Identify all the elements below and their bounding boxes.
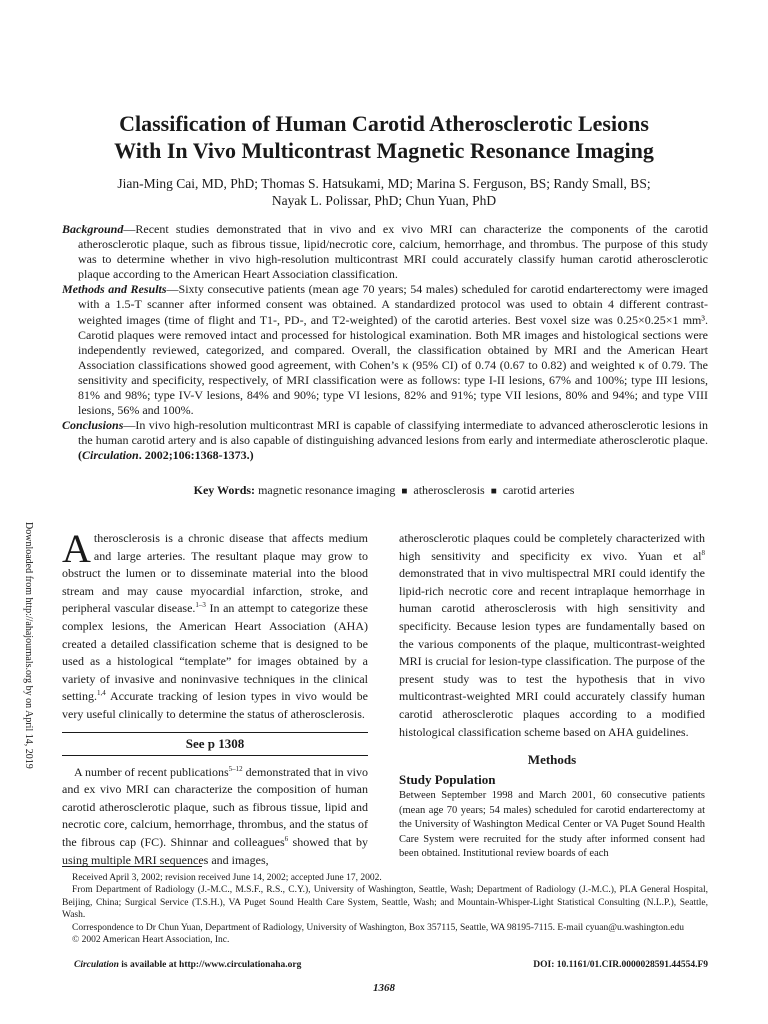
intro-paragraph-3: atherosclerotic plaques could be completely characterized with high sensitivity and specificity ex vivo. Yuan et $al^8$ demonstrated that in vivo multispectral MRI could identify the lipid-rich necrotic core and recent intraplaque hemorrhage in human carotid atherosclerosis with high sensitivity and specificity. Because lesion types are fundamentally based on the various components of the plaque, multicontrast-weighted MRI is crucial for lesion-type classification. The purpose of the present study was to test the hypothesis that in vivo multicontrast-weighted MRI could accurately classify human carotid atherosclerotic plaques according to a modified histological classification scheme based on AHA guidelines.	[399, 531, 705, 739]
footnote-affiliations: From Department of Radiology (J.-M.C., M.S.F., R.S., C.Y.), University of Washington, Seattle, Wash; Department of Radiology (J.-M.C.), PLA General Hospital, Beijing, China; Surgical Service (T.S.H.), VA Puget Sound Health Care System, Seattle, Wash; and Mountain-Whisper-Light Statistical Consulting (N.L.P.), Seattle, Wash.	[62, 885, 708, 921]
conclusions-heading: Conclusions	[62, 418, 124, 433]
key-words	[0, 483, 768, 498]
availability-url[interactable]: is available at http://www.circulationaha.org	[118, 960, 302, 970]
footnote-correspondence: Correspondence to Dr Chun Yuan, Department of Radiology, University of Washington, Box 357115, Seattle, WA 98195-7115. E-mail cyuan@u.washington.edu	[72, 922, 685, 933]
key-words-label: Key Words:	[193, 483, 256, 497]
reference-sup: 6	[284, 834, 289, 843]
keyword-3: carotid arteries	[502, 483, 575, 497]
article-title	[40, 110, 728, 164]
author-line-2: Nayak L. Polissar, PhD; Chun Yuan, PhD	[271, 193, 497, 208]
reference-sup: 1–3	[195, 601, 206, 610]
methods-results-text: —Sixty consecutive patients (mean age 70 years; 54 males) scheduled for carotid endarterectomy were imaged with a 1.5-T scanner after informed consent was obtained. A standardized protocol was used to obtain 4 different contrast-weighted images (time of flight and T1-, PD-, and T2-weighted) of the carotid arteries. Best voxel size was 0.25×0.25×1 mm³. Carotid plaques were removed intact and processed for histological examination. Both MR images and histological sections were independently reviewed, categorized, and compared. Overall, the classification obtained by MRI and the American Heart Association classifications showed good agreement, with Cohen’s κ (95% CI) of 0.74 (0.67 to 0.82) and weighted κ of 0.79. The sensitivity and specificity, respectively, of MRI classification were as follows: type I-II lesions, 67% and 100%; type III lesions, 81% and 98%; type IV-V lesions, 84% and 90%; type VI lesions, 82% and 91%; type VII lesions, 80% and 94%; and type VIII lesions, 56% and 100%.	[78, 282, 708, 418]
title-line-2: With In Vivo Multicontrast Magnetic Resonance Imaging	[114, 138, 654, 163]
study-population-text: Between September 1998 and March 2001, 60 consecutive patients (mean age 70 years; 54 males) scheduled for carotid endarterectomy at the University of Washington Medical Center or VA Puget Sound Health Care System were recruited for the study after informed consent had been obtained. Institutional review boards of each	[399, 790, 705, 860]
abstract	[62, 222, 708, 464]
abstract-background	[62, 222, 708, 282]
intro-paragraph-1: Atherosclerosis is a chronic disease that affects medium and large arteries. The resultant plaque may grow to obstruct the lumen or to disseminate material into the blood stream and may cause myocardial infarction, stroke, and peripheral vascular disease.$^{1-3}$ In an attempt to categorize these complex lesions, the American Heart Association (AHA) created a detailed classification scheme that is designed to be used as a histological “template” for images obtained by a variety of invasive and noninvasive techniques in the clinical setting.$^{1,4}$ Accurate tracking of lesion types in vivo would be very useful clinically to determine the status of atherosclerosis.	[62, 526, 368, 721]
journal-availability	[74, 960, 301, 970]
methods-results-heading: Methods and Results	[62, 282, 167, 297]
download-side-note: Downloaded from http://ahajournals.org by on April 14, 2019	[23, 522, 34, 769]
footnotes	[62, 872, 708, 946]
keyword-separator: ■	[401, 486, 408, 497]
see-page-box[interactable]: See p 1308	[62, 732, 368, 756]
body-column-left	[62, 526, 369, 869]
conclusions-text: —In vivo high-resolution multicontrast MRI is capable of classifying intermediate to advanced atherosclerotic lesions in the human carotid artery and is also capable of distinguishing advanced lesions from early and intermediate atherosclerotic plaque.	[78, 418, 708, 448]
keyword-1: magnetic resonance imaging	[258, 483, 396, 497]
methods-heading: Methods	[527, 752, 577, 768]
keyword-2: atherosclerosis	[413, 483, 485, 497]
abstract-methods	[62, 282, 708, 418]
citation-journal: Circulation	[82, 448, 139, 463]
availability-journal: Circulation	[74, 960, 119, 970]
intro-paragraph-2: A number of recent publications$^{5-12}$ demonstrated that in vivo and ex vivo MRI can characterize the composition of human carotid atherosclerotic plaque, such as fibrous tissue, lipid and necrotic core, calcium, hemorrhage, thrombus, and the status of the fibrous cap (FC). Shinnar and colleagues$^6$ showed that by using multiple MRI sequences and images,	[62, 764, 369, 867]
footnote-divider	[62, 866, 202, 867]
page-number: 1368	[373, 982, 395, 994]
keyword-separator: ■	[490, 486, 497, 497]
study-population-heading: Study Population	[399, 771, 496, 787]
reference-sup: 5–12	[228, 764, 243, 773]
body-column-right	[399, 530, 705, 862]
background-heading: Background	[62, 222, 124, 236]
author-line-1: Jian-Ming Cai, MD, PhD; Thomas S. Hatsukami, MD; Marina S. Ferguson, BS; Randy Small, BS;	[117, 176, 651, 191]
title-line-1: Classification of Human Carotid Atherosclerotic Lesions	[119, 111, 649, 136]
reference-sup: 8	[701, 548, 705, 557]
footnote-copyright: © 2002 American Heart Association, Inc.	[72, 935, 230, 946]
author-list	[40, 175, 728, 209]
drop-cap: A	[62, 526, 91, 571]
abstract-conclusions	[62, 418, 708, 463]
background-text: —Recent studies demonstrated that in vivo and ex vivo MRI can characterize the components of the carotid atherosclerotic plaque, such as fibrous tissue, lipid/necrotic core, calcium, hemorrhage, and thrombus. The purpose of this study was to determine whether in vivo high-resolution multicontrast MRI could accurately classify human carotid atherosclerotic plaque according to the American Heart Association classification.	[78, 222, 708, 282]
citation: (Circulation. 2002;106:1368-1373.)	[78, 448, 254, 463]
reference-sup: 1,4	[97, 689, 106, 698]
footnote-received: Received April 3, 2002; revision received June 14, 2002; accepted June 17, 2002.	[72, 873, 382, 883]
doi: DOI: 10.1161/01.CIR.0000028591.44554.F9	[533, 960, 708, 970]
